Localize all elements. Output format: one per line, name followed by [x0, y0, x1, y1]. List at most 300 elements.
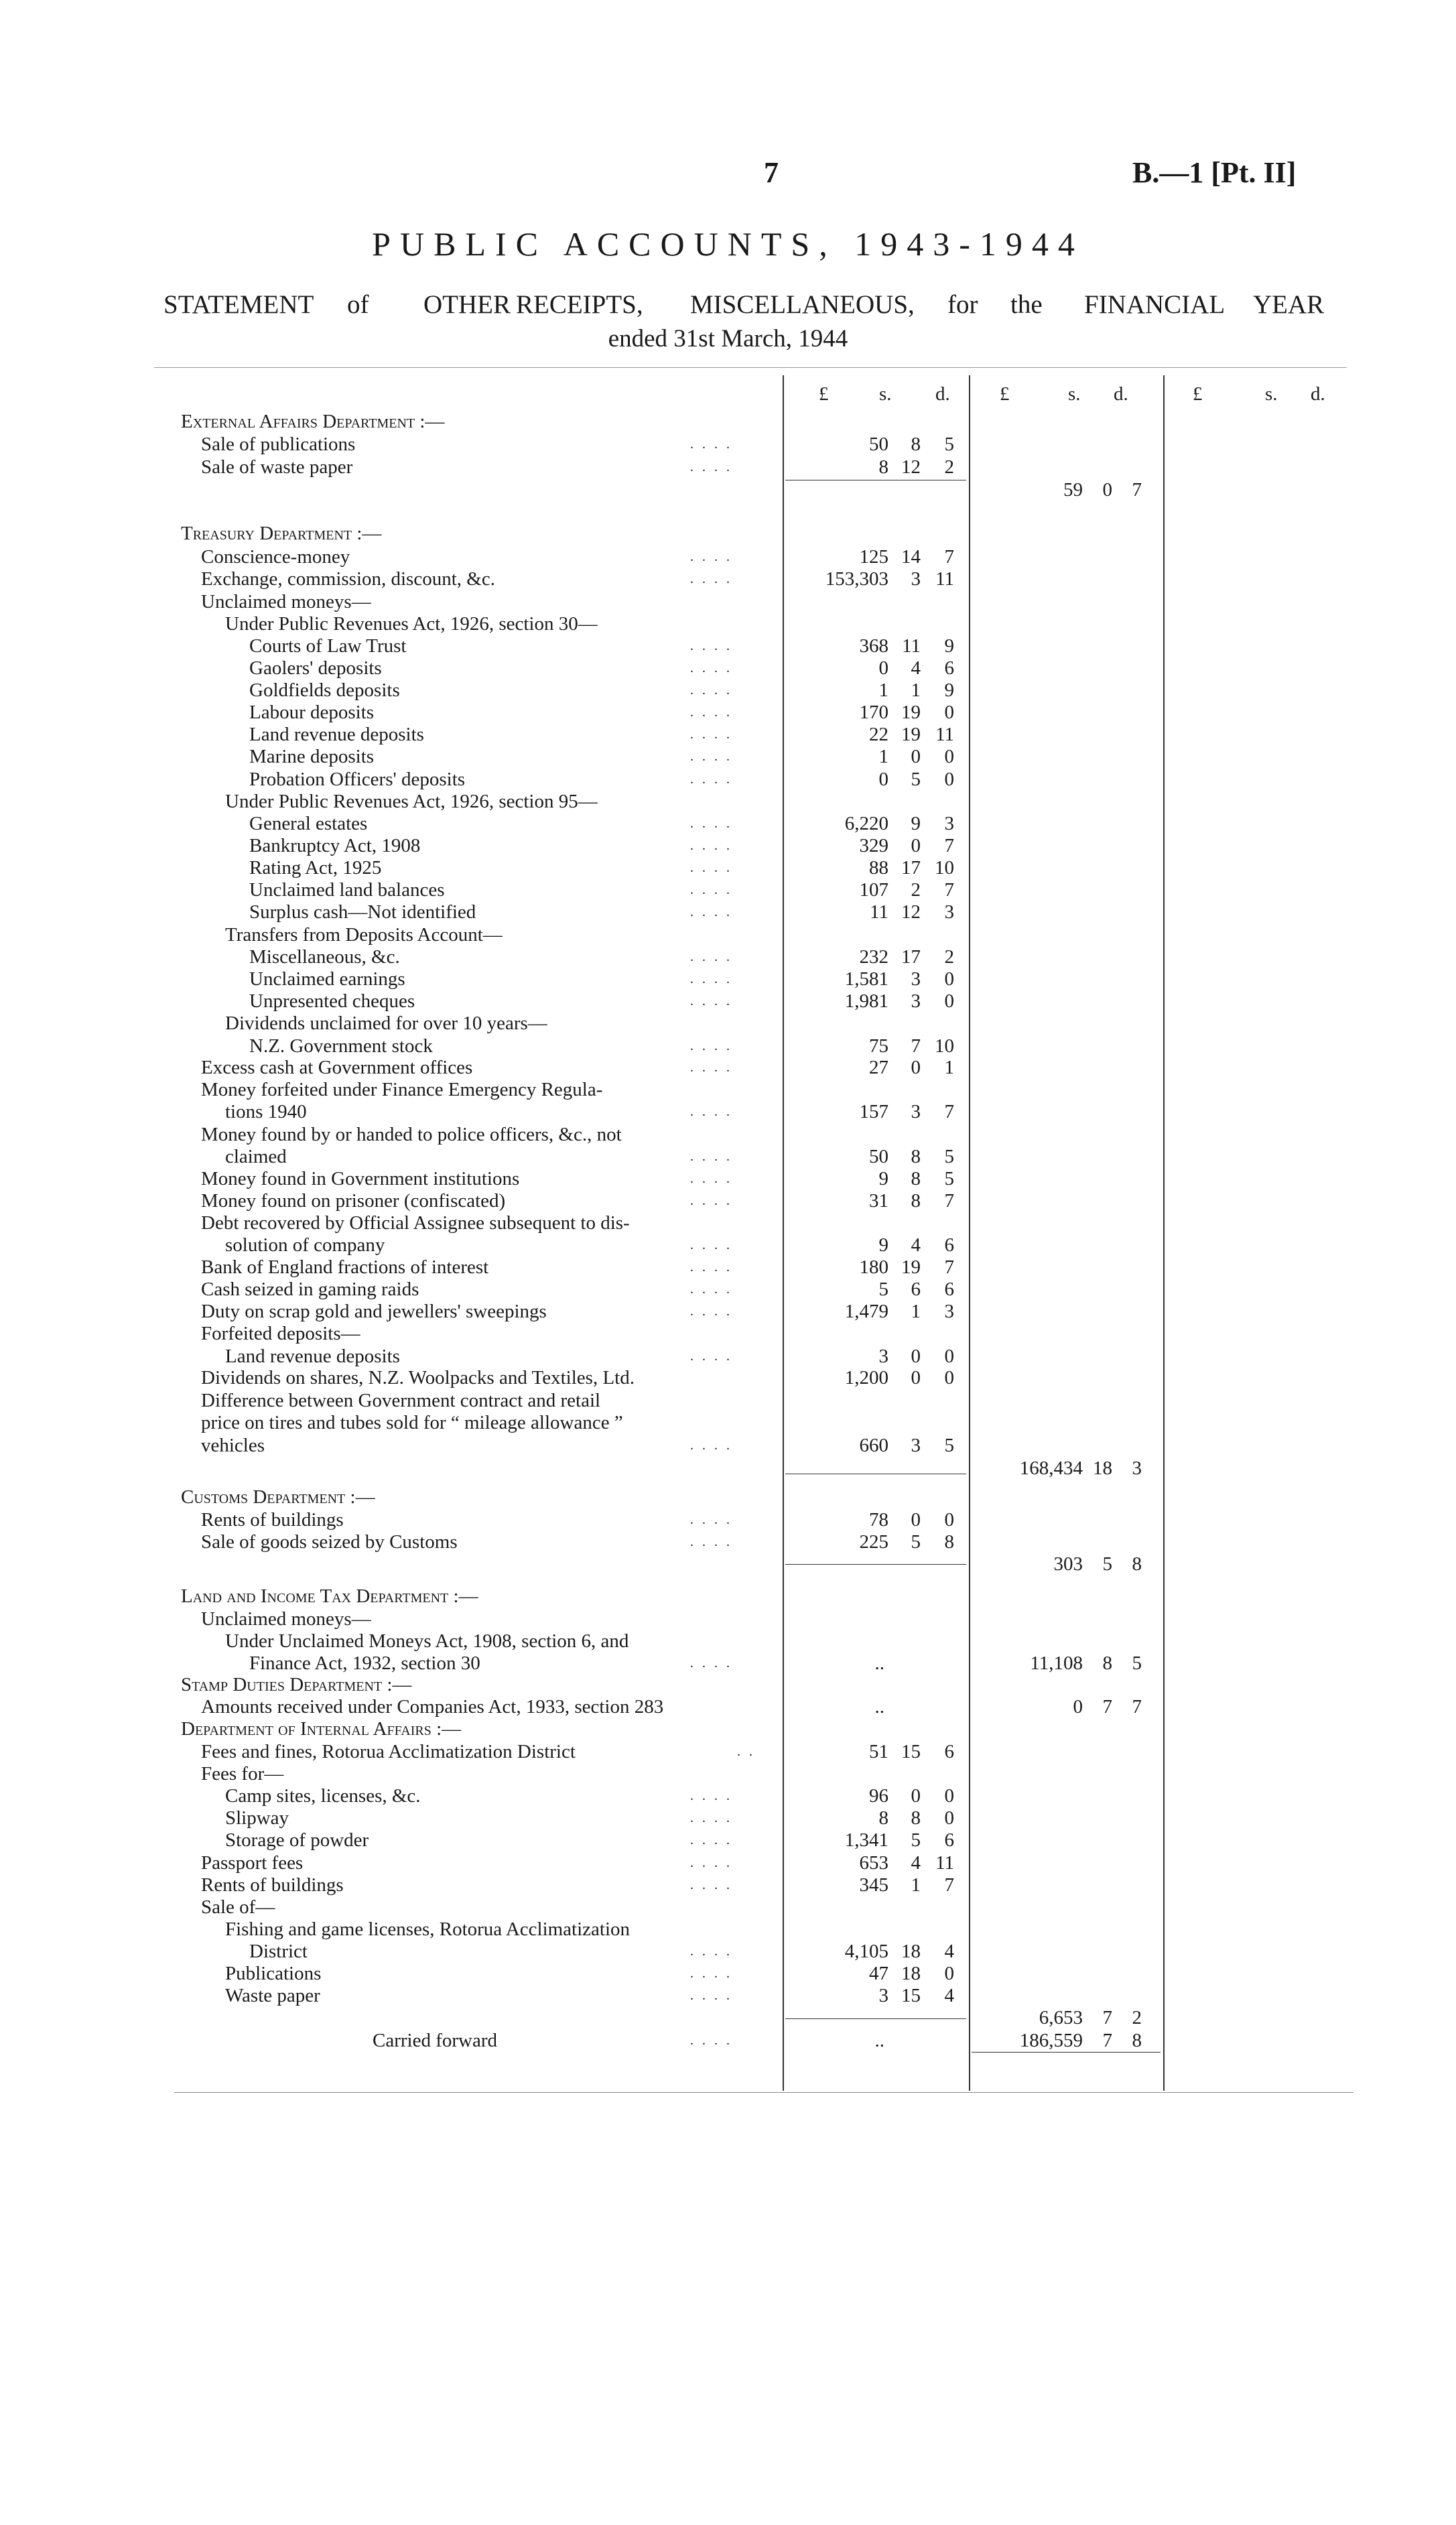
c1-pounds-value: 31 — [869, 1190, 888, 1212]
table-row — [0, 1168, 1456, 1189]
leader-dots: . . . . — [690, 905, 732, 919]
row-label: Gaolers' deposits — [249, 657, 382, 679]
c1-shillings-value: 6 — [911, 1279, 921, 1300]
statement-heading-word: the — [1010, 290, 1043, 319]
row-label: Duty on scrap gold and jewellers' sweepings — [201, 1301, 547, 1322]
table-row — [0, 1234, 1456, 1256]
c1-pence-value: 4 — [944, 1941, 954, 1962]
c1-pounds-value: 9 — [878, 1168, 888, 1189]
empty-cell-dots: .. — [874, 2030, 884, 2051]
statement-heading-word: OTHER — [423, 290, 511, 319]
c1-pounds-value: 75 — [869, 1035, 888, 1057]
leader-dots: . . . . — [690, 1966, 732, 1981]
row-label: Bankruptcy Act, 1908 — [249, 835, 421, 856]
table-row — [0, 702, 1456, 723]
table-row — [0, 546, 1456, 568]
c2-pounds-value: 168,434 — [1019, 1458, 1083, 1479]
row-label: Under Public Revenues Act, 1926, section 95— — [225, 791, 598, 812]
table-row — [0, 813, 1456, 834]
row-label: Carried forward — [373, 2030, 497, 2051]
row-label: Marine deposits — [249, 746, 375, 767]
c1-pence-value: 0 — [944, 1785, 954, 1807]
row-label: Fishing and game licenses, Rotorua Acclimatization — [225, 1919, 631, 1940]
row-label: Under Public Revenues Act, 1926, section 30— — [225, 613, 598, 635]
leader-dots: . . . . — [690, 1438, 732, 1453]
c1-pounds-value: 329 — [859, 835, 888, 856]
leader-dots: . . . . — [690, 639, 732, 653]
row-label: Unpresented cheques — [249, 990, 415, 1012]
c1-shillings-value: 1 — [911, 1301, 921, 1322]
leader-dots: . . . . — [690, 1856, 732, 1870]
table-row — [0, 1101, 1456, 1122]
c1-pounds-value: 8 — [878, 456, 888, 478]
table-row — [0, 901, 1456, 923]
table-row — [0, 724, 1456, 745]
leader-dots: . . . . — [690, 1193, 732, 1208]
c1-pence-value: 5 — [944, 1146, 954, 1167]
row-label: Miscellaneous, &c. — [249, 946, 400, 968]
row-label: Unclaimed land balances — [249, 879, 445, 901]
c1-pence-value: 11 — [935, 724, 954, 745]
c1-pounds-value: 51 — [869, 1741, 888, 1762]
row-label: claimed — [225, 1146, 287, 1167]
leader-dots: . . . . — [690, 549, 732, 564]
c1-shillings-value: 19 — [901, 1256, 921, 1278]
c2-pounds-value: 6,653 — [1039, 2007, 1083, 2028]
c1-shillings-value: 1 — [911, 679, 921, 701]
table-row — [0, 1807, 1456, 1829]
table-row — [0, 879, 1456, 901]
c2-pence-value: 7 — [1132, 1696, 1142, 1718]
table-row — [0, 746, 1456, 767]
c1-pence-value: 7 — [944, 879, 954, 901]
c2-pence-value: 3 — [1132, 1458, 1142, 1479]
c1-shillings-value: 8 — [911, 434, 921, 455]
page-number: 7 — [764, 156, 779, 189]
row-label: tions 1940 — [225, 1101, 307, 1122]
row-label: Fees and fines, Rotorua Acclimatization District — [201, 1741, 576, 1762]
leader-dots: . . . . — [690, 683, 732, 698]
row-label: Probation Officers' deposits — [249, 769, 466, 790]
c1-pence-value: 6 — [944, 1829, 954, 1851]
row-label: Surplus cash—Not identified — [249, 901, 476, 923]
c1-shillings-value: 4 — [911, 1852, 921, 1874]
c2-shillings-value: 7 — [1102, 2030, 1112, 2051]
col2-shillings-header: s. — [1068, 383, 1081, 405]
c1-shillings-value: 8 — [911, 1146, 921, 1167]
leader-dots: . . . . — [690, 1304, 732, 1319]
subtotal-row — [0, 479, 1456, 501]
section-heading-row — [0, 1486, 1456, 1508]
c2-shillings-value: 8 — [1102, 1653, 1112, 1674]
c1-pounds-value: 96 — [869, 1785, 888, 1807]
c2-pence-value: 8 — [1132, 2030, 1142, 2051]
statement-heading-word: for — [947, 290, 978, 319]
c1-pence-value: 0 — [944, 1346, 954, 1367]
subtotal-row — [0, 2007, 1456, 2028]
section-heading-row — [0, 1608, 1456, 1630]
c1-shillings-value: 4 — [911, 1234, 921, 1256]
c1-pence-value: 0 — [944, 1367, 954, 1388]
table-row — [0, 946, 1456, 968]
table-row — [0, 1852, 1456, 1874]
c1-pounds-value: 368 — [859, 635, 888, 657]
row-label: Fees for— — [201, 1763, 284, 1785]
c1-shillings-value: 14 — [901, 546, 921, 568]
subtotal-row — [0, 1553, 1456, 1575]
c1-shillings-value: 3 — [911, 990, 921, 1012]
department-heading: Customs Department :— — [181, 1486, 375, 1508]
table-row — [0, 1829, 1456, 1851]
section-heading-row — [0, 411, 1456, 432]
table-row — [0, 769, 1456, 790]
c2-pounds-value: 0 — [1073, 1696, 1083, 1718]
c1-shillings-value: 3 — [911, 968, 921, 990]
c1-pounds-value: 1 — [878, 746, 888, 767]
c2-shillings-value: 5 — [1102, 1553, 1112, 1575]
table-row — [0, 1509, 1456, 1531]
row-label: Sale of goods seized by Customs — [201, 1531, 458, 1553]
leader-dots: . . . . — [690, 1104, 732, 1119]
section-heading-row — [0, 1390, 1456, 1411]
table-row — [0, 1301, 1456, 1322]
row-label: Land revenue deposits — [249, 724, 424, 745]
c1-shillings-value: 0 — [911, 1785, 921, 1807]
table-row — [0, 857, 1456, 879]
leader-dots: . . . . — [690, 1238, 732, 1252]
c1-pounds-value: 1,479 — [844, 1301, 888, 1322]
leader-dots: . . . . — [690, 1811, 732, 1825]
row-label: Labour deposits — [249, 702, 375, 723]
c1-pence-value: 6 — [944, 1234, 954, 1256]
c1-shillings-value: 2 — [911, 879, 921, 901]
c1-pence-value: 7 — [944, 1256, 954, 1278]
section-heading-row — [0, 1013, 1456, 1034]
subtotal-rule — [785, 1564, 966, 1565]
c1-pence-value: 9 — [944, 635, 954, 657]
top-dotted-rule — [154, 367, 1347, 368]
row-label: Sale of waste paper — [201, 456, 353, 478]
c1-shillings-value: 1 — [911, 1874, 921, 1896]
c1-pence-value: 9 — [944, 679, 954, 701]
c1-shillings-value: 8 — [911, 1168, 921, 1189]
table-row — [0, 1035, 1456, 1057]
leader-dots: . . . . — [690, 1039, 732, 1053]
section-heading-row — [0, 1630, 1456, 1652]
c1-shillings-value: 19 — [901, 724, 921, 745]
leader-dots: . . . . — [690, 816, 732, 831]
table-row — [0, 1146, 1456, 1167]
row-label: price on tires and tubes sold for “ mileage allowance ” — [201, 1412, 623, 1433]
c1-shillings-value: 7 — [911, 1035, 921, 1057]
table-row — [0, 657, 1456, 679]
c1-pounds-value: 170 — [859, 702, 888, 723]
department-heading: Department of Internal Affairs :— — [181, 1718, 462, 1740]
col2-pounds-header: £ — [1000, 383, 1010, 405]
c1-shillings-value: 12 — [901, 456, 921, 478]
c1-pounds-value: 88 — [869, 857, 888, 879]
c1-pence-value: 0 — [944, 1963, 954, 1984]
row-label: N.Z. Government stock — [249, 1035, 433, 1057]
subtotal-row — [0, 1458, 1456, 1479]
row-label: Camp sites, licenses, &c. — [225, 1785, 421, 1807]
c1-pence-value: 3 — [944, 813, 954, 834]
table-row — [0, 1057, 1456, 1078]
row-label: Difference between Government contract and retail — [201, 1390, 601, 1411]
c1-shillings-value: 15 — [901, 1741, 921, 1762]
c1-shillings-value: 8 — [911, 1190, 921, 1212]
c1-shillings-value: 18 — [901, 1963, 921, 1984]
leader-dots: . . . . — [690, 1833, 732, 1848]
table-row — [0, 1653, 1456, 1674]
section-heading-row — [0, 1124, 1456, 1145]
c1-pounds-value: 1,981 — [844, 990, 888, 1012]
c1-pence-value: 10 — [935, 857, 954, 879]
leader-dots: . . . . — [690, 1349, 732, 1364]
c1-pence-value: 11 — [935, 568, 954, 590]
leader-dots: . . . . — [690, 705, 732, 720]
c1-shillings-value: 0 — [911, 1509, 921, 1531]
c1-pence-value: 6 — [944, 1741, 954, 1762]
c1-pounds-value: 232 — [859, 946, 888, 968]
c1-pounds-value: 4,105 — [844, 1941, 888, 1962]
table-row — [0, 568, 1456, 590]
c1-shillings-value: 0 — [911, 1346, 921, 1367]
row-label: Unclaimed moneys— — [201, 591, 371, 612]
c1-pence-value: 0 — [944, 702, 954, 723]
c1-pence-value: 11 — [935, 1852, 954, 1874]
table-row — [0, 1256, 1456, 1278]
table-row — [0, 968, 1456, 990]
row-label: Money found by or handed to police officers, &c., not — [201, 1124, 622, 1145]
c1-shillings-value: 5 — [911, 1829, 921, 1851]
leader-dots: . . . . — [690, 1535, 732, 1549]
c1-pounds-value: 6,220 — [844, 813, 888, 834]
c1-shillings-value: 0 — [911, 1057, 921, 1078]
c1-pence-value: 1 — [944, 1057, 954, 1078]
section-heading-row — [0, 1763, 1456, 1785]
row-label: Land revenue deposits — [225, 1346, 400, 1367]
c2-pence-value: 7 — [1132, 479, 1142, 501]
c1-pounds-value: 1,581 — [844, 968, 888, 990]
department-heading: External Affairs Department :— — [181, 411, 445, 432]
c1-pence-value: 10 — [935, 1035, 954, 1057]
row-label: Finance Act, 1932, section 30 — [249, 1653, 480, 1674]
c1-pence-value: 2 — [944, 946, 954, 968]
leader-dots: . . . . — [690, 749, 732, 764]
leader-dots: . . . . — [690, 860, 732, 875]
section-heading-row — [0, 1412, 1456, 1433]
row-label: vehicles — [201, 1435, 265, 1456]
row-label: Transfers from Deposits Account— — [225, 924, 503, 946]
c1-pounds-value: 153,303 — [825, 568, 888, 590]
table-row — [0, 835, 1456, 856]
c1-pence-value: 0 — [944, 769, 954, 790]
col1-pence-header: d. — [935, 383, 950, 405]
row-label: Sale of— — [201, 1896, 275, 1918]
section-heading-row — [0, 1585, 1456, 1607]
row-label: Money forfeited under Finance Emergency Regula- — [201, 1079, 603, 1100]
row-label: Publications — [225, 1963, 322, 1984]
document-reference: B.—1 [Pt. II] — [1132, 156, 1297, 189]
row-label: Amounts received under Companies Act, 1933, section 283 — [201, 1696, 664, 1718]
statement-heading-word: of — [347, 290, 369, 319]
c1-pence-value: 7 — [944, 1874, 954, 1896]
row-label: Money found on prisoner (confiscated) — [201, 1190, 506, 1212]
row-label: Waste paper — [225, 1985, 320, 2006]
leader-dots: . . . . — [690, 1656, 732, 1671]
c1-pence-value: 6 — [944, 1279, 954, 1300]
row-label: Storage of powder — [225, 1829, 369, 1851]
c1-shillings-value: 0 — [911, 1367, 921, 1388]
col3-pounds-header: £ — [1193, 383, 1203, 405]
c1-pence-value: 5 — [944, 1168, 954, 1189]
leader-dots: . . . . — [690, 772, 732, 787]
department-heading: Land and Income Tax Department :— — [181, 1585, 478, 1607]
c1-shillings-value: 17 — [901, 857, 921, 879]
row-label: Cash seized in gaming raids — [201, 1279, 419, 1300]
section-heading-row — [0, 791, 1456, 812]
leader-dots: . . . . — [690, 2033, 732, 2048]
c1-pounds-value: 3 — [878, 1346, 888, 1367]
row-label: Unclaimed moneys— — [201, 1608, 371, 1630]
statement-heading-word: RECEIPTS, — [516, 290, 643, 319]
c1-pence-value: 0 — [944, 1807, 954, 1829]
table-row — [0, 456, 1456, 478]
c1-pounds-value: 1 — [878, 679, 888, 701]
row-label: Money found in Government institutions — [201, 1168, 520, 1189]
table-row — [0, 1190, 1456, 1212]
c1-pounds-value: 50 — [869, 434, 888, 455]
section-heading-row — [0, 1079, 1456, 1100]
section-heading-row — [0, 613, 1456, 635]
c1-pence-value: 0 — [944, 1509, 954, 1531]
table-row — [0, 635, 1456, 657]
table-row — [0, 1531, 1456, 1553]
section-heading-row — [0, 1323, 1456, 1344]
c1-pence-value: 7 — [944, 546, 954, 568]
col1-shillings-header: s. — [879, 383, 892, 405]
section-heading-row — [0, 1212, 1456, 1234]
table-row — [0, 679, 1456, 701]
c1-shillings-value: 15 — [901, 1985, 921, 2006]
c1-shillings-value: 11 — [902, 635, 921, 657]
leader-dots: . . . . — [690, 1789, 732, 1803]
c1-pence-value: 4 — [944, 1985, 954, 2006]
row-label: Rents of buildings — [201, 1509, 344, 1531]
c2-pounds-value: 11,108 — [1030, 1653, 1083, 1674]
c1-pence-value: 5 — [944, 1435, 954, 1456]
c1-pence-value: 6 — [944, 657, 954, 679]
section-heading-row — [0, 1919, 1456, 1940]
c1-pounds-value: 125 — [859, 546, 888, 568]
row-label: Under Unclaimed Moneys Act, 1908, section 6, and — [225, 1630, 629, 1652]
col1-pounds-header: £ — [819, 383, 829, 405]
empty-cell-dots: .. — [874, 1696, 884, 1718]
section-heading-row — [0, 1718, 1456, 1740]
total-rule — [972, 2052, 1161, 2053]
section-heading-row — [0, 1674, 1456, 1695]
c1-pence-value: 5 — [944, 434, 954, 455]
row-label: Debt recovered by Official Assignee subsequent to dis- — [201, 1212, 630, 1234]
c2-pounds-value: 303 — [1053, 1553, 1083, 1575]
c1-pounds-value: 3 — [878, 1985, 888, 2006]
table-row — [0, 1435, 1456, 1456]
row-label: Excess cash at Government offices — [201, 1057, 473, 1078]
leader-dots: . . . . — [690, 1060, 732, 1075]
c1-shillings-value: 3 — [911, 568, 921, 590]
c1-pence-value: 8 — [944, 1531, 954, 1553]
bottom-rule — [174, 2092, 1353, 2093]
c1-shillings-value: 5 — [911, 1531, 921, 1553]
c1-pounds-value: 107 — [859, 879, 888, 901]
col3-pence-header: d. — [1311, 383, 1325, 405]
statement-heading-date: ended 31st March, 1944 — [608, 325, 848, 352]
table-row — [0, 1985, 1456, 2006]
c2-shillings-value: 18 — [1093, 1458, 1112, 1479]
c1-shillings-value: 9 — [911, 813, 921, 834]
table-row — [0, 1696, 1456, 1718]
c1-pence-value: 3 — [944, 901, 954, 923]
leader-dots: . . . . — [690, 972, 732, 986]
c1-pounds-value: 9 — [878, 1234, 888, 1256]
c1-pounds-value: 11 — [870, 901, 888, 923]
c1-pounds-value: 0 — [878, 769, 888, 790]
leader-dots: . . . . — [690, 572, 732, 586]
leader-dots: . . . . — [690, 1260, 732, 1275]
c1-shillings-value: 4 — [911, 657, 921, 679]
row-label: Courts of Law Trust — [249, 635, 407, 657]
c1-shillings-value: 19 — [901, 702, 921, 723]
section-heading-row — [0, 1896, 1456, 1918]
statement-heading-word: STATEMENT — [163, 290, 314, 319]
leader-dots: . . . . — [690, 883, 732, 897]
c1-pounds-value: 225 — [859, 1531, 888, 1553]
c1-shillings-value: 12 — [901, 901, 921, 923]
c1-pounds-value: 8 — [878, 1807, 888, 1829]
c1-shillings-value: 3 — [911, 1101, 921, 1122]
c2-pence-value: 8 — [1132, 1553, 1142, 1575]
c1-pence-value: 0 — [944, 990, 954, 1012]
c1-pounds-value: 47 — [869, 1963, 888, 1984]
table-row — [0, 1367, 1456, 1388]
row-label: Unclaimed earnings — [249, 968, 405, 990]
row-label: Bank of England fractions of interest — [201, 1256, 489, 1278]
department-heading: Treasury Department :— — [181, 523, 382, 544]
leader-dots: . . . . — [690, 1282, 732, 1297]
c1-pence-value: 2 — [944, 456, 954, 478]
c2-shillings-value: 0 — [1102, 479, 1112, 501]
c1-pounds-value: 180 — [859, 1256, 888, 1278]
row-label: Forfeited deposits— — [201, 1323, 360, 1344]
leader-dots: . . . . — [690, 1512, 732, 1527]
c1-pence-value: 3 — [944, 1301, 954, 1322]
leader-dots: . . . . — [690, 838, 732, 853]
row-label: solution of company — [225, 1234, 385, 1256]
c2-shillings-value: 7 — [1102, 2007, 1112, 2028]
leader-dots: . . . . — [690, 460, 732, 474]
leader-dots: . . . . — [690, 661, 732, 675]
table-row — [0, 1279, 1456, 1300]
row-label: Slipway — [225, 1807, 289, 1829]
c1-pounds-value: 5 — [878, 1279, 888, 1300]
c1-pounds-value: 660 — [859, 1435, 888, 1456]
c1-pence-value: 0 — [944, 968, 954, 990]
c1-shillings-value: 5 — [911, 769, 921, 790]
leader-dots: . . . . — [690, 1988, 732, 2003]
row-label: Sale of publications — [201, 434, 356, 455]
section-heading-row — [0, 591, 1456, 612]
